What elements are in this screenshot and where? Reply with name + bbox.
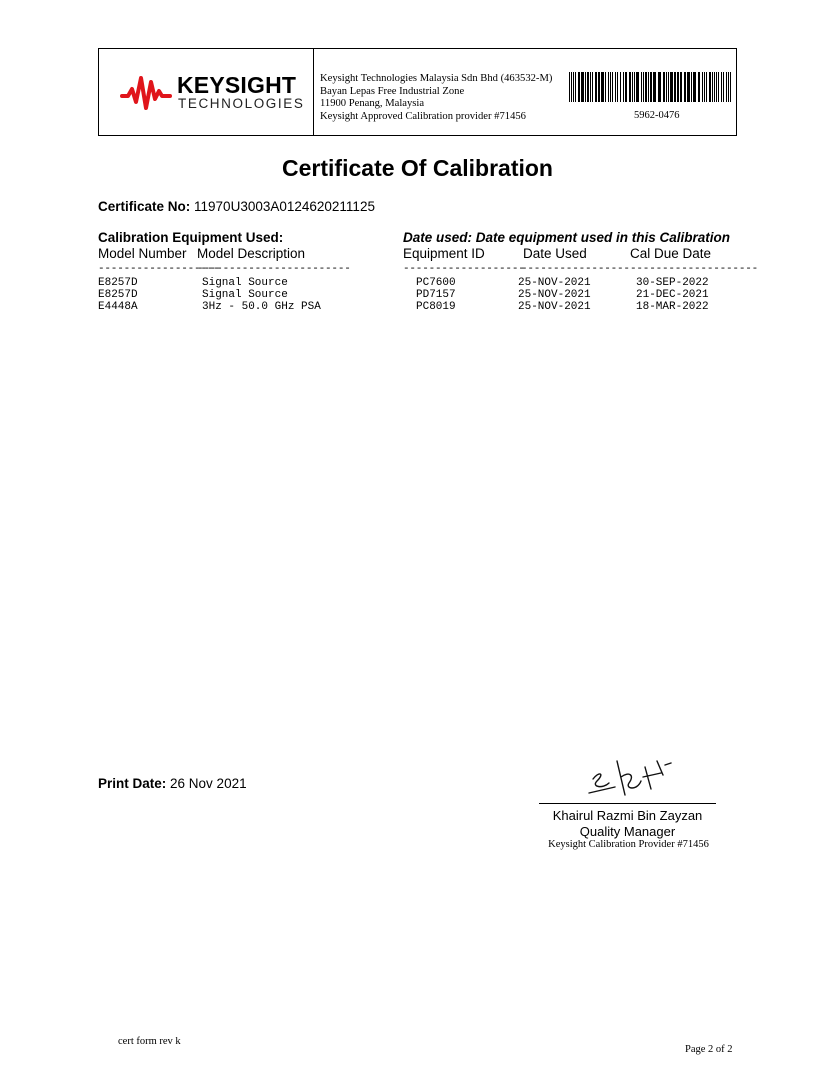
certificate-number-line (98, 199, 375, 214)
barcode-bar (625, 72, 627, 102)
barcode-icon (568, 72, 733, 107)
barcode-bar (674, 72, 676, 102)
barcode-bar (693, 72, 696, 102)
barcode-bar (677, 72, 679, 102)
barcode-bar (726, 72, 727, 102)
barcode-bar (569, 72, 570, 102)
barcode-bar (592, 72, 593, 102)
table-cell-description: Signal Source (202, 289, 288, 301)
barcode-bar (648, 72, 649, 102)
barcode-bar (610, 72, 611, 102)
equipment-heading: Calibration Equipment Used: (98, 230, 284, 245)
barcode-bar (571, 72, 572, 102)
address-line: Keysight Approved Calibration provider #71456 (320, 110, 526, 122)
barcode-bar (612, 72, 613, 102)
table-cell-cal-due: 30-SEP-2022 (636, 277, 709, 289)
barcode-bar (632, 72, 633, 102)
document-code: 5962-0476 (634, 110, 680, 121)
signature-line (539, 803, 716, 804)
barcode-bar (668, 72, 669, 102)
barcode-bar (629, 72, 631, 102)
barcode-bar (634, 72, 635, 102)
barcode-bar (641, 72, 642, 102)
barcode-bar (728, 72, 729, 102)
table-cell-description: Signal Source (202, 277, 288, 289)
barcode-bar (709, 72, 711, 102)
barcode-bar (645, 72, 647, 102)
barcode-bar (704, 72, 705, 102)
form-revision: cert form rev k (118, 1036, 181, 1047)
table-cell-model: E8257D (98, 277, 138, 289)
barcode-bar (702, 72, 703, 102)
barcode-bar (601, 72, 604, 102)
column-header-model-number: Model Number (98, 246, 187, 261)
barcode-bar (684, 72, 686, 102)
address-line: Bayan Lepas Free Industrial Zone (320, 85, 465, 97)
column-header-equipment-id: Equipment ID (403, 246, 485, 261)
barcode-bar (595, 72, 597, 102)
table-cell-model: E4448A (98, 301, 138, 313)
column-separator: ------------------- (98, 263, 220, 275)
header-divider (313, 48, 314, 136)
barcode-bar (698, 72, 700, 102)
barcode-bar (643, 72, 644, 102)
logo-subtitle: TECHNOLOGIES (178, 96, 305, 111)
column-separator: -------------------- (630, 263, 759, 275)
barcode-bar (623, 72, 624, 102)
barcode-bar (617, 72, 618, 102)
table-cell-date-used: 25-NOV-2021 (518, 277, 591, 289)
barcode-bar (608, 72, 609, 102)
page-title: Certificate Of Calibration (282, 155, 553, 181)
certificate-number-label: Certificate No: (98, 199, 191, 214)
barcode-bar (653, 72, 656, 102)
logo-wordmark: KEYSIGHT (177, 72, 297, 98)
barcode-bar (598, 72, 600, 102)
column-separator: ------------------- (403, 263, 525, 275)
barcode-bar (714, 72, 715, 102)
page-number: Page 2 of 2 (685, 1044, 733, 1055)
barcode-bar (575, 72, 576, 102)
barcode-bar (687, 72, 690, 102)
barcode-bar (666, 72, 667, 102)
column-header-model-description: Model Description (197, 246, 306, 261)
barcode-bar (706, 72, 707, 102)
signatory-provider: Keysight Calibration Provider #71456 (548, 839, 709, 850)
barcode-bar (585, 72, 586, 102)
signatory-name: Khairul Razmi Bin Zayzan (552, 808, 703, 823)
barcode-bar (712, 72, 713, 102)
barcode-bar (581, 72, 584, 102)
print-date-value: 26 Nov 2021 (170, 776, 247, 791)
barcode-bar (590, 72, 591, 102)
barcode-bar (650, 72, 652, 102)
table-cell-equipment-id: PC7600 (416, 277, 456, 289)
barcode-bar (670, 72, 673, 102)
column-header-cal-due-date: Cal Due Date (630, 246, 712, 261)
company-address (320, 73, 552, 123)
barcode-bar (605, 72, 606, 102)
table-cell-equipment-id: PD7157 (416, 289, 456, 301)
column-header-date-used: Date Used (523, 246, 587, 261)
barcode-bar (573, 72, 574, 102)
table-cell-model: E8257D (98, 289, 138, 301)
barcode-bar (663, 72, 665, 102)
table-cell-date-used: 25-NOV-2021 (518, 289, 591, 301)
certificate-number: 11970U3003A0124620211125 (194, 199, 375, 214)
barcode-bar (620, 72, 621, 102)
print-date-line (98, 776, 247, 791)
barcode-bar (691, 72, 692, 102)
barcode-bar (730, 72, 731, 102)
barcode-bar (721, 72, 722, 102)
print-date-label: Print Date: (98, 776, 167, 791)
address-line: Keysight Technologies Malaysia Sdn Bhd (463532-M) (320, 73, 553, 84)
handwritten-signature (585, 757, 675, 808)
barcode-bar (636, 72, 639, 102)
table-cell-date-used: 25-NOV-2021 (518, 301, 591, 313)
column-separator: ----------------- (521, 263, 630, 275)
barcode-bar (578, 72, 580, 102)
keysight-waveform-icon (120, 70, 172, 114)
barcode-bar (723, 72, 724, 102)
barcode-bar (587, 72, 589, 102)
address-line: 11900 Penang, Malaysia (320, 98, 425, 110)
column-separator: ------------------------ (197, 263, 351, 275)
barcode-bar (615, 72, 616, 102)
barcode-bar (718, 72, 719, 102)
date-used-heading: Date used: Date equipment used in this Calibration (403, 230, 731, 245)
barcode-bar (680, 72, 682, 102)
table-cell-description: 3Hz - 50.0 GHz PSA (202, 301, 321, 313)
table-cell-cal-due: 18-MAR-2022 (636, 301, 709, 313)
barcode-bar (658, 72, 661, 102)
barcode-bar (716, 72, 717, 102)
table-cell-cal-due: 21-DEC-2021 (636, 289, 709, 301)
signatory-role: Quality Manager (579, 824, 676, 839)
table-cell-equipment-id: PC8019 (416, 301, 456, 313)
